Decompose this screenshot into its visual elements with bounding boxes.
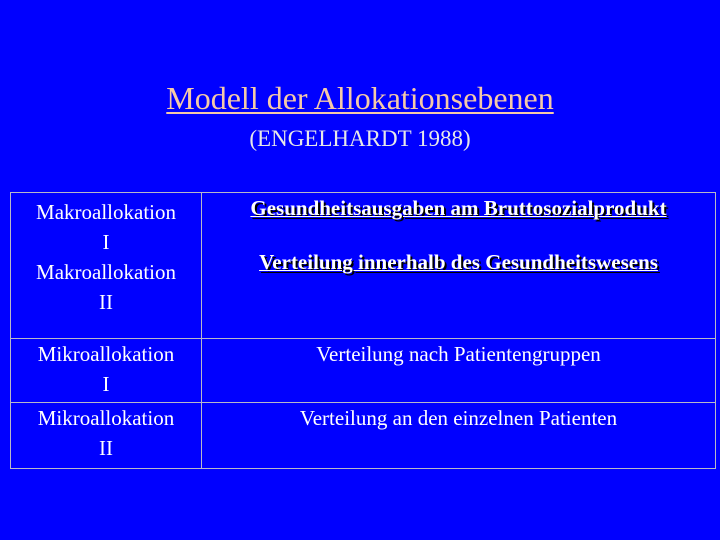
level-label: Mikroallokation bbox=[37, 406, 175, 430]
makro-levels-cell bbox=[11, 193, 202, 339]
description-text: Verteilung nach Patientengruppen bbox=[316, 342, 601, 366]
description-text: Gesundheitsausgaben am Bruttosozialprodukt bbox=[250, 196, 667, 220]
level-numeral: II bbox=[99, 290, 113, 314]
makro-descriptions-cell bbox=[202, 193, 716, 339]
description-cell bbox=[202, 403, 716, 469]
level-numeral: I bbox=[102, 230, 110, 254]
table-row-makro bbox=[11, 193, 716, 339]
level-label: Makroallokation bbox=[36, 200, 176, 224]
table-row-mikro-2 bbox=[11, 403, 716, 469]
allocation-table bbox=[10, 192, 716, 469]
description-text: Verteilung innerhalb des Gesundheitswesens bbox=[259, 250, 658, 274]
level-numeral: II bbox=[99, 436, 113, 460]
slide-subtitle: (ENGELHARDT 1988) bbox=[249, 126, 471, 151]
level-label: Mikroallokation bbox=[37, 342, 175, 366]
mikro-level-cell bbox=[11, 403, 202, 469]
level-label: Makroallokation bbox=[36, 260, 176, 284]
description-cell bbox=[202, 339, 716, 403]
slide-title: Modell der Allokationsebenen bbox=[166, 80, 554, 116]
table-row-mikro-1 bbox=[11, 339, 716, 403]
description-text: Verteilung an den einzelnen Patienten bbox=[299, 406, 618, 430]
mikro-level-cell bbox=[11, 339, 202, 403]
level-numeral: I bbox=[102, 372, 110, 396]
